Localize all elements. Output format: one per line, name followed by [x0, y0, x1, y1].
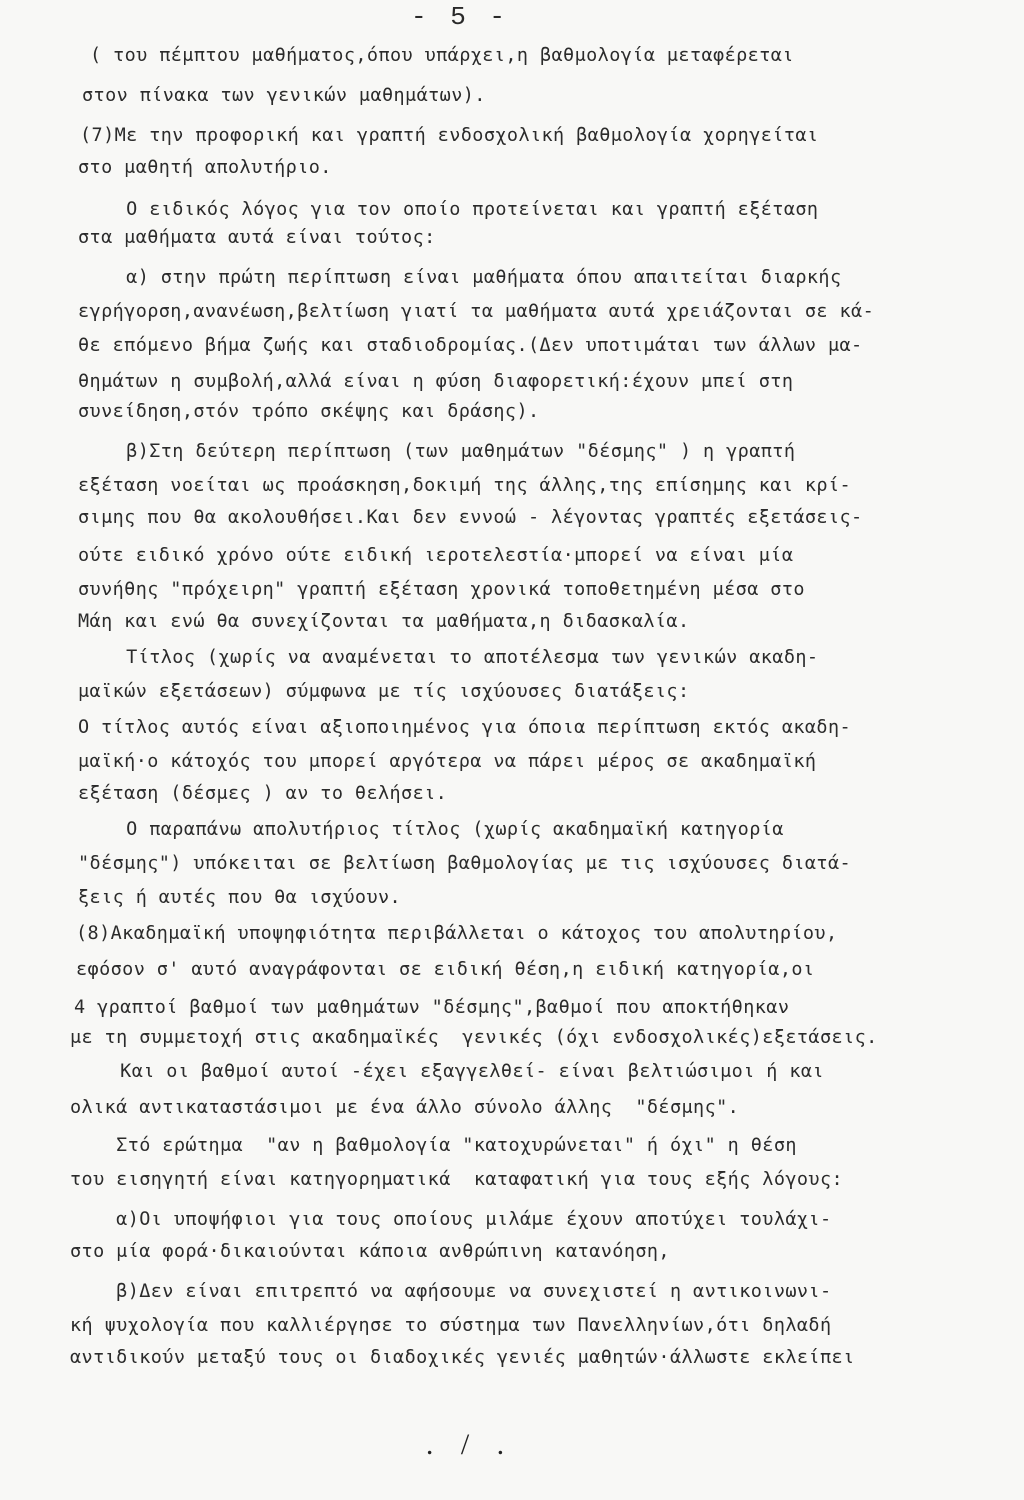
text-line: θε επόμενο βήμα ζωής και σταδιοδρομίας.(Δεν υποτιμάται των άλλων μα-: [78, 335, 863, 356]
text-line: (7)Με την προφορική και γραπτή ενδοσχολική βαθμολογία χορηγείται: [80, 125, 819, 146]
text-line: θημάτων η συμβολή,αλλά είναι η φύση διαφορετική:έχουν μπεί στη: [78, 371, 794, 392]
text-line: Τίτλος (χωρίς να αναμένεται το αποτέλεσμα των γενικών ακαδη-: [80, 647, 819, 668]
text-line: εξέταση νοείται ως προάσκηση,δοκιμή της άλλης,της επίσημης και κρί-: [78, 475, 852, 496]
text-line: στον πίνακα των γενικών μαθημάτων).: [82, 85, 486, 106]
text-line: μαϊκών εξετάσεων) σύμφωνα με τίς ισχύουσες διατάξεις:: [78, 681, 690, 702]
text-line: ολικά αντικαταστάσιμοι με ένα άλλο σύνολο άλλης "δέσμης".: [70, 1097, 740, 1118]
continuation-mark: . / .: [425, 1428, 515, 1461]
text-line: α)Οι υποψήφιοι για τους οποίους μιλάμε έχουν αποτύχει τουλάχι-: [70, 1209, 832, 1230]
text-line: Στό ερώτημα "αν η βαθμολογία "κατοχυρώνεται" ή όχι" η θέση: [70, 1135, 797, 1156]
text-line: β)Δεν είναι επιτρεπτό να αφήσουμε να συνεχιστεί η αντικοινωνι-: [70, 1281, 832, 1302]
text-line: στο μία φορά·δικαιούνται κάποια ανθρώπινη κατανόηση,: [70, 1241, 670, 1262]
text-line: ( του πέμπτου μαθήματος,όπου υπάρχει,η βαθμολογία μεταφέρεται: [90, 45, 794, 66]
text-line: συνείδηση,στόν τρόπο σκέψης και δράσης).: [78, 401, 540, 422]
text-line: στο μαθητή απολυτήριο.: [78, 157, 332, 178]
text-line: α) στην πρώτη περίπτωση είναι μαθήματα όπου απαιτείται διαρκής: [80, 267, 842, 288]
text-line: κή ψυχολογία που καλλιέργησε το σύστημα των Πανελληνίων,ότι δηλαδή: [70, 1315, 832, 1336]
text-line: σιμης που θα ακολουθήσει.Και δεν εννοώ - λέγοντας γραπτές εξετάσεις-: [78, 507, 863, 528]
text-line: αντιδικούν μεταξύ τους οι διαδοχικές γενιές μαθητών·άλλωστε εκλείπει: [70, 1347, 855, 1368]
text-line: β)Στη δεύτερη περίπτωση (των μαθημάτων "δέσμης" ) η γραπτή: [80, 441, 796, 462]
text-line: Και οι βαθμοί αυτοί -έχει εξαγγελθεί- είναι βελτιώσιμοι ή και: [74, 1061, 824, 1082]
text-line: ξεις ή αυτές που θα ισχύουν.: [78, 887, 402, 908]
text-line: εφόσον σ' αυτό αναγράφονται σε ειδική θέση,η ειδική κατηγορία,οι: [76, 959, 815, 980]
text-line: στα μαθήματα αυτά είναι τούτος:: [78, 227, 436, 248]
page-number: - 5 -: [410, 2, 509, 32]
text-line: με τη συμμετοχή στις ακαδημαϊκές γενικές (όχι ενδοσχολικές)εξετάσεις.: [70, 1027, 878, 1048]
text-line: εγρήγορση,ανανέωση,βελτίωση γιατί τα μαθήματα αυτά χρειάζονται σε κά-: [78, 301, 875, 322]
text-line: μαϊκή·ο κάτοχός του μπορεί αργότερα να πάρει μέρος σε ακαδημαϊκή: [78, 751, 817, 772]
text-line: Ο ειδικός λόγος για τον οποίο προτείνεται και γραπτή εξέταση: [80, 199, 819, 220]
text-line: 4 γραπτοί βαθμοί των μαθημάτων "δέσμης",βαθμοί που αποκτήθηκαν: [74, 997, 790, 1018]
text-line: (8)Ακαδημαϊκή υποψηφιότητα περιβάλλεται ο κάτοχος του απολυτηρίου,: [76, 923, 838, 944]
text-line: συνήθης "πρόχειρη" γραπτή εξέταση χρονικά τοποθετημένη μέσα στο: [78, 579, 805, 600]
text-line: Ο τίτλος αυτός είναι αξιοποιημένος για όποια περίπτωση εκτός ακαδη-: [78, 717, 852, 738]
text-line: ούτε ειδικό χρόνο ούτε ειδική ιεροτελεστία·μπορεί να είναι μία: [78, 545, 794, 566]
text-line: "δέσμης") υπόκειται σε βελτίωση βαθμολογίας με τις ισχύουσες διατά-: [78, 853, 852, 874]
text-line: Ο παραπάνω απολυτήριος τίτλος (χωρίς ακαδημαϊκή κατηγορία: [80, 819, 784, 840]
text-line: Μάη και ενώ θα συνεχίζονται τα μαθήματα,η διδασκαλία.: [78, 611, 690, 632]
text-line: του εισηγητή είναι κατηγορηματικά καταφατική για τους εξής λόγους:: [70, 1169, 844, 1190]
text-line: εξέταση (δέσμες ) αν το θελήσει.: [78, 783, 448, 804]
